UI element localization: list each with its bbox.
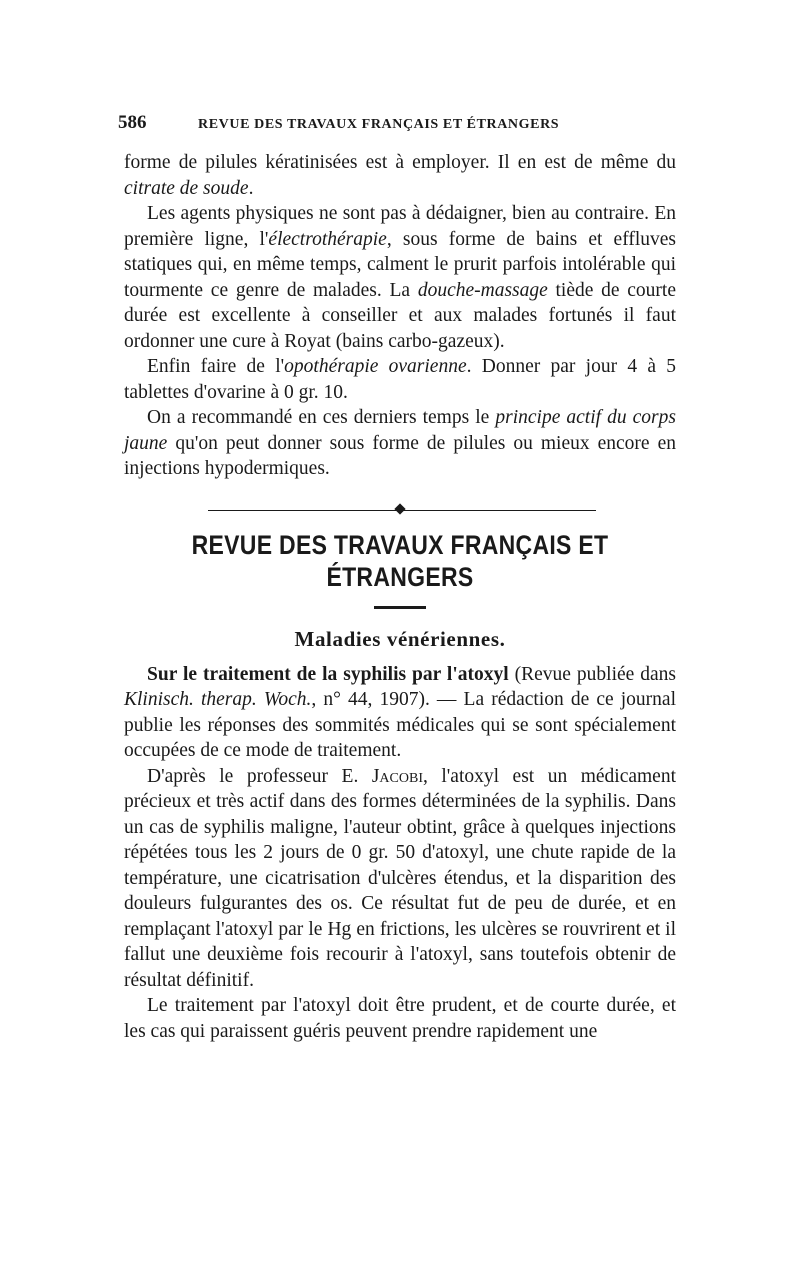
section-heading: REVUE DES TRAVAUX FRANÇAIS ET ÉTRANGERS xyxy=(191,528,609,592)
paragraph-atoxyl-intro xyxy=(124,662,676,764)
paragraph-corps-jaune xyxy=(124,405,676,482)
paragraph-traitement xyxy=(124,993,676,1044)
text-span: . xyxy=(248,177,254,199)
running-head xyxy=(118,112,676,136)
italic-term: principe actif du corps jaune xyxy=(124,407,676,454)
text-span: , n° 44, 1907). — La rédaction de ce journal publie les réponses des sommités médicales qui se sont spécialement occupées de ce mode de traitement. xyxy=(124,689,676,761)
text-span: . Donner par jour 4 à 5 tablettes d'ovarine à 0 gr. 10. xyxy=(124,356,676,403)
text-span: forme de pilules kératinisées est à employer. Il en est de même du xyxy=(124,152,676,173)
short-rule xyxy=(374,606,426,609)
text-span: Les agents physiques ne sont pas à dédaigner, bien au contraire. En première ligne, l' xyxy=(124,203,676,250)
italic-term: citrate de soude xyxy=(124,177,249,199)
text-span: D'après le professeur E. xyxy=(147,765,372,787)
ornamental-divider xyxy=(124,496,676,524)
text-span: Le traitement par l'atoxyl doit être prudent, et de courte durée, et les cas qui paraissent guéris peuvent prendre rapidement une xyxy=(124,995,676,1042)
article-title: Sur le traitement de la syphilis par l'atoxyl xyxy=(147,663,509,685)
italic-term: douche-massage xyxy=(417,279,548,301)
text-span: On a recommandé en ces derniers temps le xyxy=(147,407,496,428)
running-title: REVUE DES TRAVAUX FRANÇAIS ET ÉTRANGERS xyxy=(198,117,560,132)
text-span: Enfin faire de l' xyxy=(147,356,285,377)
italic-term: électrothérapie xyxy=(268,228,387,250)
text-span: , sous forme de bains et effluves statiques qui, en même temps, calment le prurit parfois intolérable qui tourmente ce genre de malades. La xyxy=(124,228,677,301)
paragraph-agents-physiques xyxy=(124,201,676,354)
section-subheading: Maladies vénériennes. xyxy=(294,626,506,651)
text-span: qu'on peut donner sous forme de pilules ou mieux encore en injections hypodermiques. xyxy=(124,432,676,479)
text-span: tiède de courte durée est excellente à conseiller et aux malades fortunés il faut ordonner une cure à Royat (bains carbo-gazeux). xyxy=(124,279,677,352)
diamond-ornament-icon xyxy=(394,503,405,514)
author-name: Jacobi xyxy=(371,765,423,787)
journal-name: Klinisch. therap. Woch. xyxy=(124,689,312,710)
paragraph-opotherapie xyxy=(124,354,676,405)
text-span: (Revue publiée dans xyxy=(508,663,676,685)
page-number: 586 xyxy=(118,112,147,133)
text-span: , l'atoxyl est un médicament précieux et très actif dans des formes déterminées de la syphilis. Dans un cas de syphilis maligne, l'auteur obtint, grâce à quelques injections répétées tous les 2 jours de 0 gr. 50 d'atoxyl, une chute rapide de la température, une cicatrisation d'ulcères étendus, et la disparition des douleurs fulgurantes des os. Ce résultat fut de peu de durée, et en remplaçant l'atoxyl par le Hg en frictions, les ulcères se rouvrirent et il fallut une deuxième fois recourir à l'atoxyl, sans toutefois obtenir de résultat définitif. xyxy=(124,765,676,991)
paragraph-jacobi xyxy=(124,764,676,994)
paragraph-citrate xyxy=(124,150,676,201)
book-page xyxy=(118,112,677,1044)
italic-term: opothérapie ovarienne xyxy=(284,356,467,377)
